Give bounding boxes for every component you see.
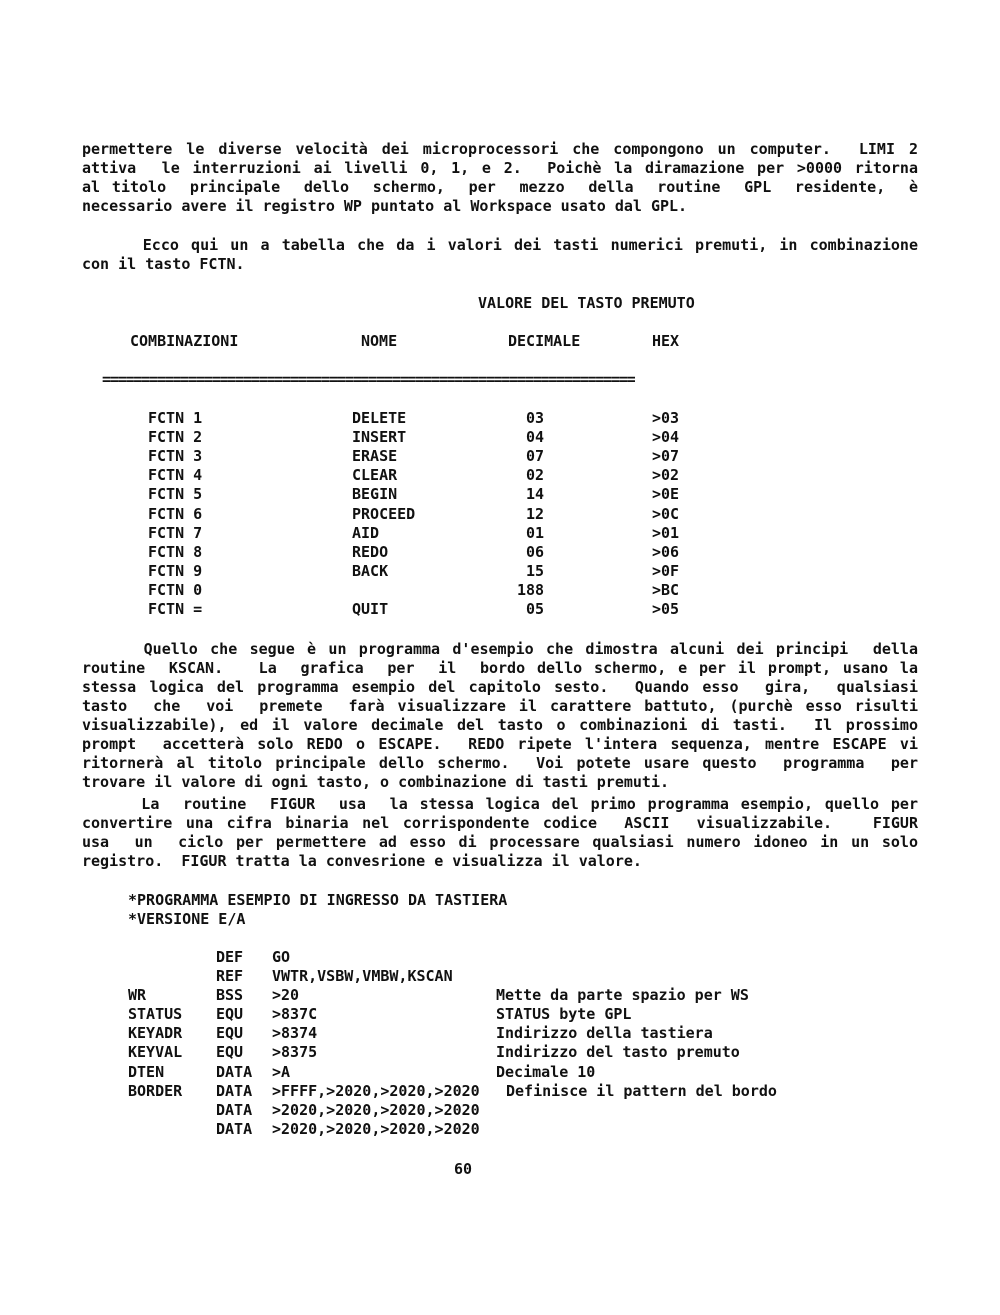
code-opcode: REF bbox=[216, 967, 244, 985]
table-cell-combination: FCTN 9 bbox=[148, 562, 203, 580]
code-comment-text: Indirizzo della tastiera bbox=[496, 1024, 713, 1042]
code-operand: >A bbox=[272, 1063, 291, 1081]
table-cell-decimal: 01 bbox=[526, 524, 545, 542]
table-cell-hex: >BC bbox=[652, 581, 680, 599]
table-cell-decimal: 03 bbox=[526, 409, 545, 427]
table-group-header: VALORE DEL TASTO PREMUTO bbox=[478, 294, 695, 312]
text-line: La routine FIGUR usa la stessa logica del primo programma esempio, quello per bbox=[82, 795, 918, 813]
table-cell-name: PROCEED bbox=[352, 505, 416, 523]
table-cell-name: CLEAR bbox=[352, 466, 398, 484]
code-operand: >8375 bbox=[272, 1043, 318, 1061]
text-line: trovare il valore di ogni tasto, o combinazione di tasti premuti. bbox=[82, 773, 669, 791]
text-line: Ecco qui un a tabella che da i valori dei tasti numerici premuti, in combinazione bbox=[82, 236, 918, 254]
code-comment-text: Definisce il pattern del bordo bbox=[506, 1082, 777, 1100]
code-label: WR bbox=[128, 986, 147, 1004]
code-opcode: EQU bbox=[216, 1005, 244, 1023]
code-operand: GO bbox=[272, 948, 291, 966]
table-cell-combination: FCTN 0 bbox=[148, 581, 203, 599]
table-cell-hex: >07 bbox=[652, 447, 680, 465]
text-line: Quello che segue è un programma d'esempio che dimostra alcuni dei principi della bbox=[82, 640, 918, 658]
table-cell-name: INSERT bbox=[352, 428, 407, 446]
code-opcode: DEF bbox=[216, 948, 244, 966]
code-operand: >20 bbox=[272, 986, 300, 1004]
code-label: DTEN bbox=[128, 1063, 165, 1081]
table-cell-hex: >05 bbox=[652, 600, 680, 618]
code-operand: >FFFF,>2020,>2020,>2020 bbox=[272, 1082, 480, 1100]
table-cell-name: AID bbox=[352, 524, 380, 542]
table-cell-hex: >03 bbox=[652, 409, 680, 427]
text-line: ritornerà al titolo principale dello schermo. Voi potete usare questo programma per bbox=[82, 754, 918, 772]
table-cell-hex: >01 bbox=[652, 524, 680, 542]
code-comment: *VERSIONE E/A bbox=[128, 910, 246, 928]
table-cell-name: QUIT bbox=[352, 600, 389, 618]
code-operand: >2020,>2020,>2020,>2020 bbox=[272, 1101, 480, 1119]
table-cell-decimal: 14 bbox=[526, 485, 545, 503]
table-cell-hex: >0F bbox=[652, 562, 680, 580]
table-cell-decimal: 188 bbox=[517, 581, 545, 599]
table-cell-decimal: 06 bbox=[526, 543, 545, 561]
table-cell-combination: FCTN 1 bbox=[148, 409, 203, 427]
table-cell-hex: >04 bbox=[652, 428, 680, 446]
text-line: convertire una cifra binaria nel corrispondente codice ASCII visualizzabile. FIGUR bbox=[82, 814, 918, 832]
code-opcode: DATA bbox=[216, 1082, 253, 1100]
table-header-hex: HEX bbox=[652, 332, 680, 350]
text-line: tasto che voi premete farà visualizzare il carattere battuto, (purchè esso risulti bbox=[82, 697, 918, 715]
code-label: KEYVAL bbox=[128, 1043, 183, 1061]
code-comment-text: STATUS byte GPL bbox=[496, 1005, 632, 1023]
text-line: al titolo principale dello schermo, per mezzo della routine GPL residente, è bbox=[82, 178, 918, 196]
code-comment-text: Indirizzo del tasto premuto bbox=[496, 1043, 740, 1061]
table-cell-combination: FCTN = bbox=[148, 600, 203, 618]
code-opcode: DATA bbox=[216, 1101, 253, 1119]
table-header-nome: NOME bbox=[361, 332, 398, 350]
table-separator: ==================================================================== bbox=[102, 370, 635, 388]
text-line: visualizzabile), ed il valore decimale del tasto o combinazioni di tasti. Il prossimo bbox=[82, 716, 918, 734]
table-cell-decimal: 02 bbox=[526, 466, 545, 484]
table-cell-combination: FCTN 6 bbox=[148, 505, 203, 523]
code-opcode: EQU bbox=[216, 1043, 244, 1061]
code-label: BORDER bbox=[128, 1082, 183, 1100]
text-line: attiva le interruzioni ai livelli 0, 1, e 2. Poichè la diramazione per >0000 ritorna bbox=[82, 159, 918, 177]
text-line: permettere le diverse velocità dei microprocessori che compongono un computer. LIMI 2 bbox=[82, 140, 918, 158]
code-operand: >837C bbox=[272, 1005, 318, 1023]
code-operand: VWTR,VSBW,VMBW,KSCAN bbox=[272, 967, 453, 985]
table-header-decimale: DECIMALE bbox=[508, 332, 581, 350]
table-cell-decimal: 05 bbox=[526, 600, 545, 618]
table-cell-name: DELETE bbox=[352, 409, 407, 427]
table-cell-combination: FCTN 3 bbox=[148, 447, 203, 465]
code-operand: >2020,>2020,>2020,>2020 bbox=[272, 1120, 480, 1138]
table-cell-combination: FCTN 5 bbox=[148, 485, 203, 503]
code-opcode: DATA bbox=[216, 1120, 253, 1138]
text-line: prompt accetterà solo REDO o ESCAPE. REDO ripete l'intera sequenza, mentre ESCAPE vi bbox=[82, 735, 918, 753]
text-line: usa un ciclo per permettere ad esso di processare qualsiasi numero idoneo in un solo bbox=[82, 833, 918, 851]
text-line: con il tasto FCTN. bbox=[82, 255, 245, 273]
table-cell-hex: >02 bbox=[652, 466, 680, 484]
code-label: STATUS bbox=[128, 1005, 183, 1023]
table-cell-name: BEGIN bbox=[352, 485, 398, 503]
code-opcode: DATA bbox=[216, 1063, 253, 1081]
table-cell-hex: >0C bbox=[652, 505, 680, 523]
code-opcode: BSS bbox=[216, 986, 244, 1004]
table-cell-combination: FCTN 4 bbox=[148, 466, 203, 484]
text-line: registro. FIGUR tratta la convesrione e visualizza il valore. bbox=[82, 852, 642, 870]
code-comment: *PROGRAMMA ESEMPIO DI INGRESSO DA TASTIERA bbox=[128, 891, 508, 909]
page-number: 60 bbox=[454, 1160, 473, 1178]
code-opcode: EQU bbox=[216, 1024, 244, 1042]
table-cell-name: ERASE bbox=[352, 447, 398, 465]
code-comment-text: Mette da parte spazio per WS bbox=[496, 986, 749, 1004]
text-line: stessa logica del programma esempio del capitolo sesto. Quando esso gira, qualsiasi bbox=[82, 678, 918, 696]
code-comment-text: Decimale 10 bbox=[496, 1063, 596, 1081]
table-cell-hex: >06 bbox=[652, 543, 680, 561]
table-cell-combination: FCTN 2 bbox=[148, 428, 203, 446]
text-line: necessario avere il registro WP puntato al Workspace usato dal GPL. bbox=[82, 197, 688, 215]
table-cell-decimal: 15 bbox=[526, 562, 545, 580]
table-cell-hex: >0E bbox=[652, 485, 680, 503]
table-cell-decimal: 04 bbox=[526, 428, 545, 446]
code-label: KEYADR bbox=[128, 1024, 183, 1042]
table-cell-name: BACK bbox=[352, 562, 389, 580]
table-cell-combination: FCTN 8 bbox=[148, 543, 203, 561]
table-header-combinazioni: COMBINAZIONI bbox=[130, 332, 239, 350]
table-cell-decimal: 07 bbox=[526, 447, 545, 465]
text-line: routine KSCAN. La grafica per il bordo dello schermo, e per il prompt, usano la bbox=[82, 659, 918, 677]
table-cell-combination: FCTN 7 bbox=[148, 524, 203, 542]
code-operand: >8374 bbox=[272, 1024, 318, 1042]
table-cell-name: REDO bbox=[352, 543, 389, 561]
table-cell-decimal: 12 bbox=[526, 505, 545, 523]
